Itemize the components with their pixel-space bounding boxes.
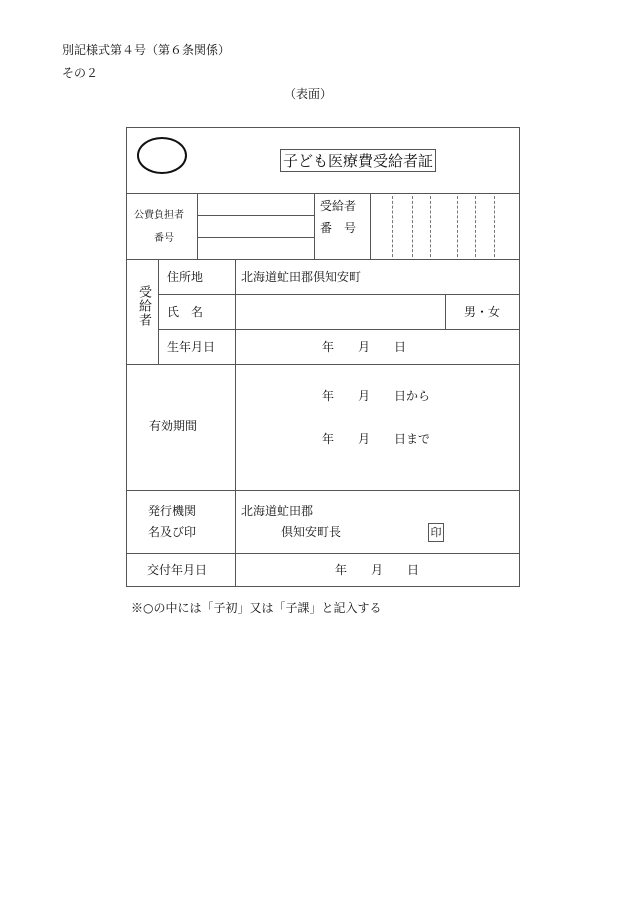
digit-divider [457, 196, 458, 257]
form-number: 別記様式第４号（第６条関係） [62, 43, 231, 57]
col-divider [314, 193, 315, 259]
digit-divider [475, 196, 476, 257]
valid-from: 年 月 日から [322, 389, 431, 403]
card-title: 子ども医療費受給者証 [282, 152, 433, 170]
row-divider [197, 237, 314, 238]
issuer-value: 北海道虻田郡 [241, 504, 314, 518]
footnote: ※○の中には「子初」又は「子課」と記入する [131, 601, 382, 615]
issue-date-value: 年 月 日 [335, 563, 420, 577]
side-label: （表面） [284, 87, 333, 101]
col-divider [235, 553, 236, 586]
col-divider [197, 193, 198, 259]
row-divider [127, 193, 519, 194]
digit-divider [430, 196, 431, 257]
category-oval-mark [137, 137, 187, 174]
row-divider [197, 215, 314, 216]
digit-divider [392, 196, 393, 257]
digit-divider [494, 196, 495, 257]
row-divider [158, 329, 519, 330]
seal-box [428, 523, 444, 542]
issuer-value-2: 倶知安町長 [281, 525, 342, 539]
recipient-card [126, 127, 520, 587]
sex-options: 男・女 [464, 305, 501, 319]
row-divider [127, 553, 519, 554]
seal-mark: 印 [430, 526, 442, 539]
birth-date-label: 生年月日 [167, 340, 216, 354]
validity-label: 有効期間 [149, 419, 198, 433]
row-divider [158, 294, 519, 295]
col-divider [370, 193, 371, 259]
form-sub-number: その２ [62, 66, 99, 80]
col-divider [445, 294, 446, 329]
birth-date-value: 年 月 日 [322, 340, 407, 354]
issue-date-label: 交付年月日 [147, 563, 208, 577]
issuer-label: 発行機関 [148, 504, 197, 518]
address-label: 住所地 [167, 270, 204, 284]
recipient-number-label: 受給者 [320, 199, 357, 213]
issuer-label-2: 名及び印 [148, 525, 197, 539]
row-divider [127, 364, 519, 365]
digit-divider [412, 196, 413, 257]
col-divider [235, 259, 236, 553]
col-divider [158, 259, 159, 364]
name-label: 氏 名 [167, 305, 204, 319]
valid-until: 年 月 日まで [322, 432, 431, 446]
row-divider [127, 259, 519, 260]
row-divider [127, 490, 519, 491]
public-payer-label: 公費負担者 [134, 210, 184, 221]
recipient-group-label: 受給者 [136, 285, 151, 327]
public-payer-label-number: 番号 [154, 233, 174, 244]
recipient-number-label-2: 番 号 [320, 221, 357, 235]
address-value: 北海道虻田郡倶知安町 [241, 270, 362, 284]
card-title-box [280, 149, 436, 172]
